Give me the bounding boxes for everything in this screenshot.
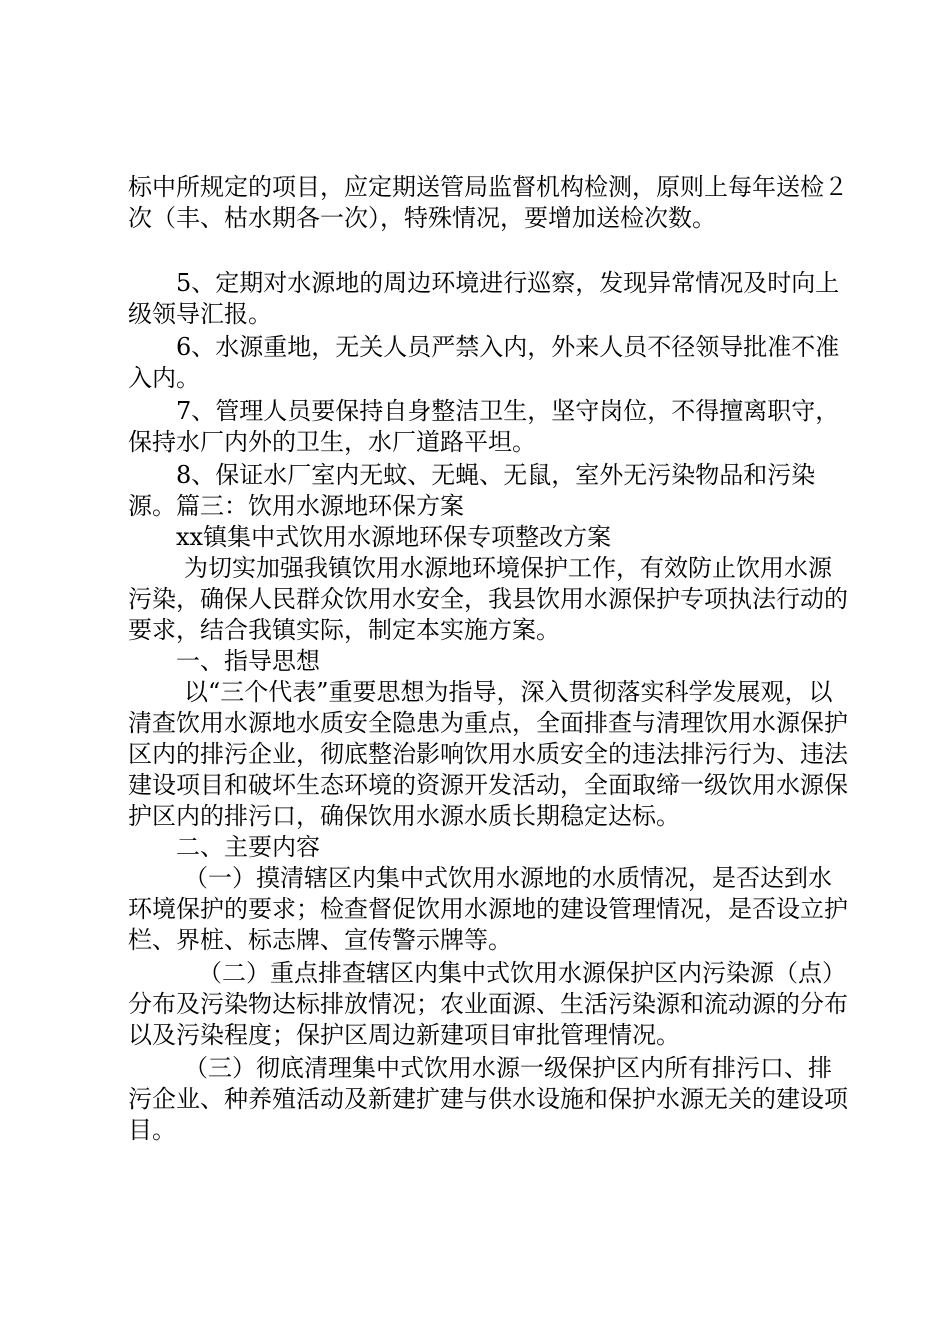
document-page	[128, 172, 848, 1146]
paragraph-item-5: 5、定期对水源地的周边环境进行巡察，发现异常情况及时向上级领导汇报。	[128, 269, 840, 328]
section-title: xx镇集中式饮用水源地环保专项整改方案	[176, 523, 612, 551]
paragraph-content-3: （三）彻底清理集中式饮用水源一级保护区内所有排污口、排污企业、种养殖活动及新建扩建与供水设施和保护水源无关的建设项目。	[128, 1054, 848, 1144]
heading-guiding-ideology: 一、指导思想	[176, 647, 320, 675]
paragraph-guiding-ideology: 以“三个代表”重要思想为指导，深入贯彻落实科学发展观，以清查饮用水源地水质安全隐患为重点，全面排查与清理饮用水源保护区内的排污企业，彻底整治影响饮用水质安全的违法排污行为、违法建设项目和破坏生态环境的资源开发活动，全面取缔一级饮用水源保护区内的排污口，确保饮用水源水质长期稳定达标。	[128, 678, 848, 830]
paragraph-continued-testing: 标中所规定的项目，应定期送管局监督机构检测，原则上每年送检２次（丰、枯水期各一次），特殊情况，要增加送检次数。	[128, 173, 848, 232]
paragraph-item-8: 8、保证水厂室内无蚊、无蝇、无鼠，室外无污染物品和污染源。篇三：饮用水源地环保方案	[128, 461, 816, 520]
paragraph-content-1: （一）摸清辖区内集中式饮用水源地的水质情况，是否达到水环境保护的要求；检查督促饮用水源地的建设管理情况，是否设立护栏、界桩、标志牌、宣传警示牌等。	[128, 864, 848, 954]
paragraph-item-7: 7、管理人员要保持自身整洁卫生，坚守岗位，不得擅离职守，保持水厂内外的卫生，水厂道路平坦。	[128, 397, 840, 456]
heading-main-content: 二、主要内容	[176, 833, 320, 861]
paragraph-item-6: 6、水源重地，无关人员严禁入内，外来人员不径领导批准不准入内。	[128, 333, 840, 392]
paragraph-content-2: （二）重点排查辖区内集中式饮用水源保护区内污染源（点）分布及污染物达标排放情况；农业面源、生活污染源和流动源的分布以及污染程度；保护区周边新建项目审批管理情况。	[128, 959, 848, 1049]
paragraph-intro: 为切实加强我镇饮用水源地环境保护工作，有效防止饮用水源污染，确保人民群众饮用水安全，我县饮用水源保护专项执法行动的要求，结合我镇实际，制定本实施方案。	[128, 554, 848, 644]
